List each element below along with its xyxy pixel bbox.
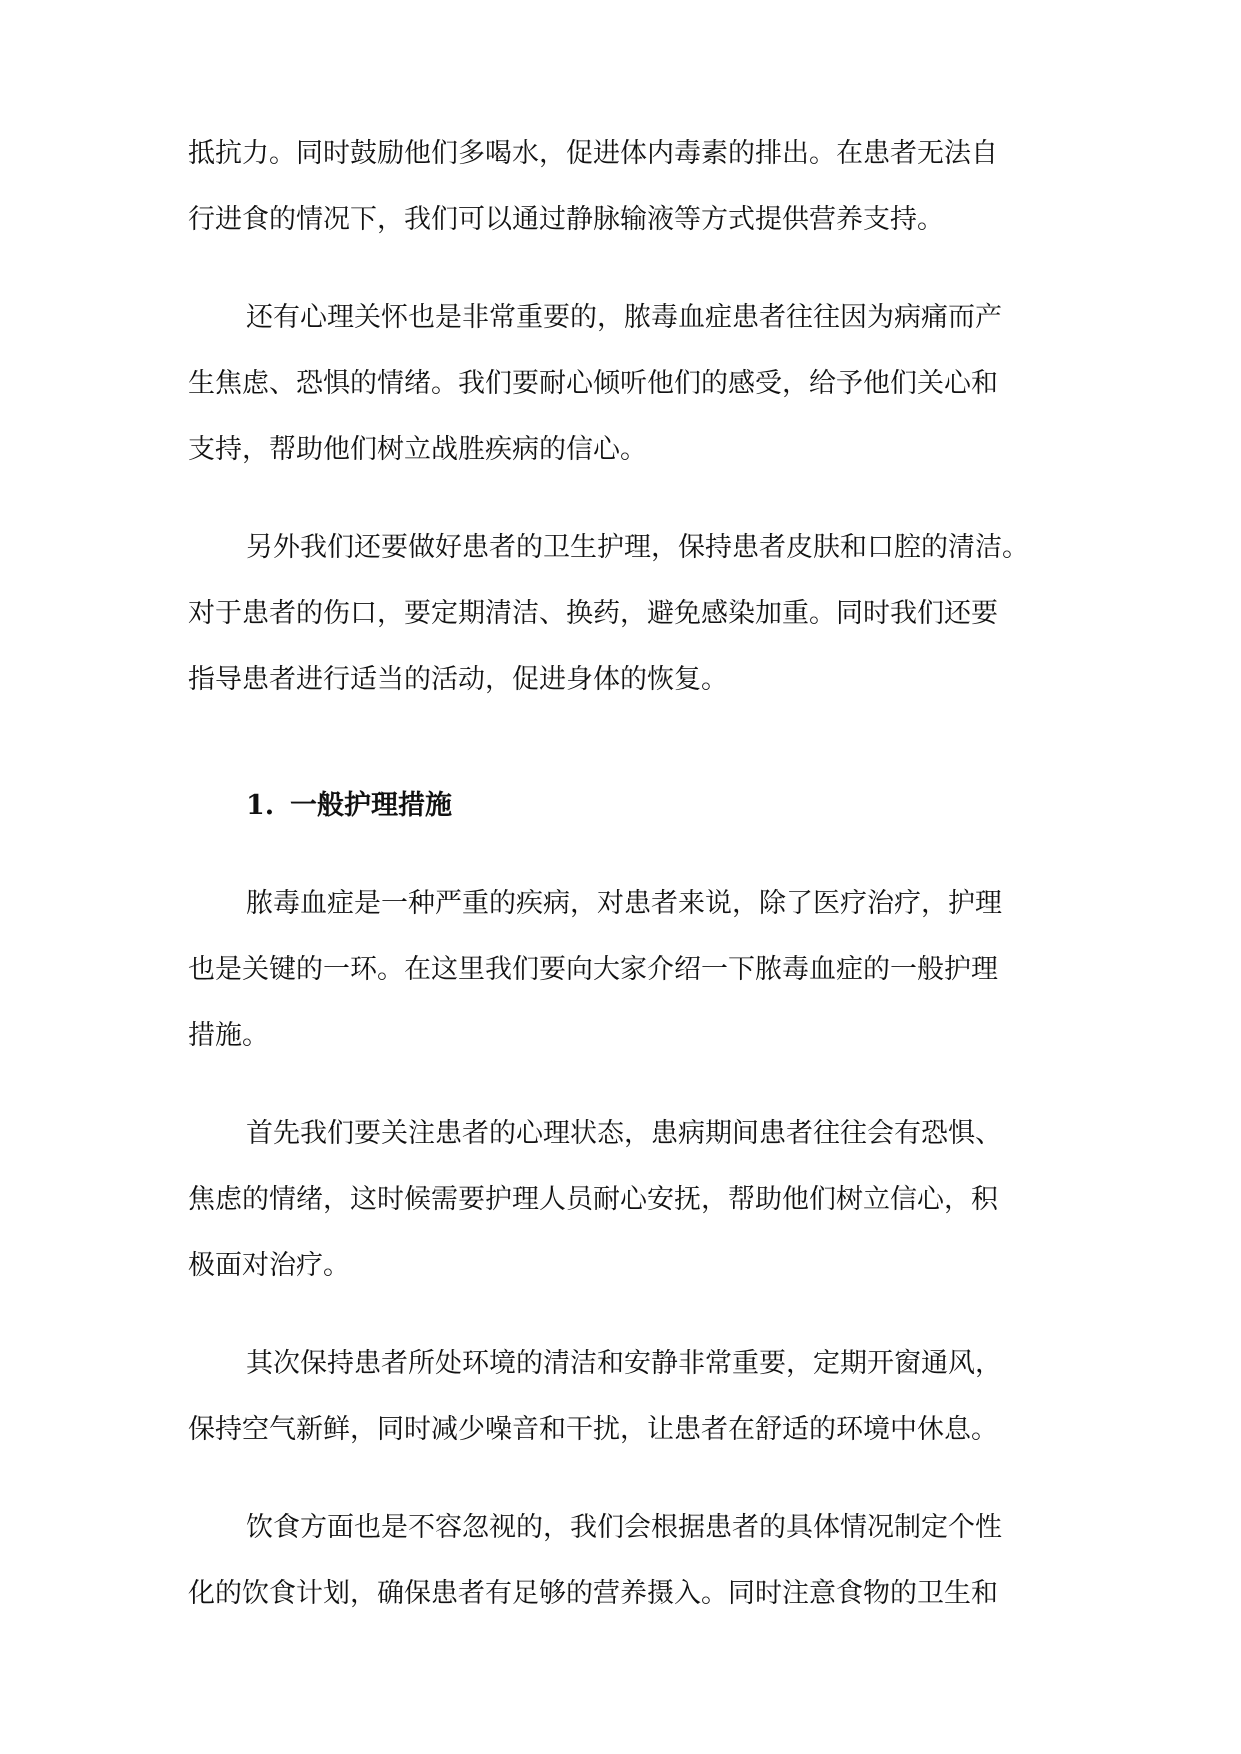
section-paragraph-2-line-2 bbox=[0, 1180, 1241, 1220]
section-paragraph-4-line-1 bbox=[0, 1508, 1241, 1548]
text-line: 首先我们要关注患者的心理状态，患病期间患者往往会有恐惧、 bbox=[246, 1118, 1002, 1149]
section-paragraph-2-line-1 bbox=[0, 1114, 1241, 1154]
section-paragraph-4-line-2 bbox=[0, 1574, 1241, 1614]
text-line: 饮食方面也是不容忽视的，我们会根据患者的具体情况制定个性 bbox=[246, 1512, 1002, 1543]
section-paragraph-1-line-3 bbox=[0, 1016, 1241, 1056]
paragraph-2-line-2 bbox=[0, 364, 1241, 404]
section-heading bbox=[0, 786, 1241, 826]
section-paragraph-3-line-2 bbox=[0, 1410, 1241, 1450]
section-title: 一般护理措施 bbox=[290, 790, 452, 821]
paragraph-1-line-1 bbox=[0, 134, 1241, 174]
text-line: 抵抗力。同时鼓励他们多喝水，促进体内毒素的排出。在患者无法自 bbox=[188, 138, 998, 169]
text-line: 化的饮食计划，确保患者有足够的营养摄入。同时注意食物的卫生和 bbox=[188, 1578, 998, 1609]
section-paragraph-1-line-1 bbox=[0, 884, 1241, 924]
text-line: 支持，帮助他们树立战胜疾病的信心。 bbox=[188, 434, 647, 465]
text-line: 焦虑的情绪，这时候需要护理人员耐心安抚，帮助他们树立信心，积 bbox=[188, 1184, 998, 1215]
paragraph-2-line-1 bbox=[0, 298, 1241, 338]
paragraph-3-line-1 bbox=[0, 528, 1241, 568]
text-line: 还有心理关怀也是非常重要的，脓毒血症患者往往因为病痛而产 bbox=[246, 302, 1002, 333]
section-paragraph-2-line-3 bbox=[0, 1246, 1241, 1286]
paragraph-3-line-2 bbox=[0, 594, 1241, 634]
text-line: 保持空气新鲜，同时减少噪音和干扰，让患者在舒适的环境中休息。 bbox=[188, 1414, 998, 1445]
paragraph-2-line-3 bbox=[0, 430, 1241, 470]
text-line: 措施。 bbox=[188, 1020, 269, 1051]
paragraph-3-line-3 bbox=[0, 660, 1241, 700]
text-line: 另外我们还要做好患者的卫生护理，保持患者皮肤和口腔的清洁。 bbox=[246, 532, 1029, 563]
text-line: 指导患者进行适当的活动，促进身体的恢复。 bbox=[188, 664, 728, 695]
paragraph-1-line-2 bbox=[0, 200, 1241, 240]
section-number: 1. bbox=[246, 790, 275, 821]
text-line: 对于患者的伤口，要定期清洁、换药，避免感染加重。同时我们还要 bbox=[188, 598, 998, 629]
text-line: 也是关键的一环。在这里我们要向大家介绍一下脓毒血症的一般护理 bbox=[188, 954, 998, 985]
text-line: 其次保持患者所处环境的清洁和安静非常重要，定期开窗通风， bbox=[246, 1348, 1002, 1379]
text-line: 极面对治疗。 bbox=[188, 1250, 350, 1281]
text-line: 脓毒血症是一种严重的疾病，对患者来说，除了医疗治疗，护理 bbox=[246, 888, 1002, 919]
text-line: 生焦虑、恐惧的情绪。我们要耐心倾听他们的感受，给予他们关心和 bbox=[188, 368, 998, 399]
section-paragraph-1-line-2 bbox=[0, 950, 1241, 990]
section-paragraph-3-line-1 bbox=[0, 1344, 1241, 1384]
text-line: 行进食的情况下，我们可以通过静脉输液等方式提供营养支持。 bbox=[188, 204, 944, 235]
